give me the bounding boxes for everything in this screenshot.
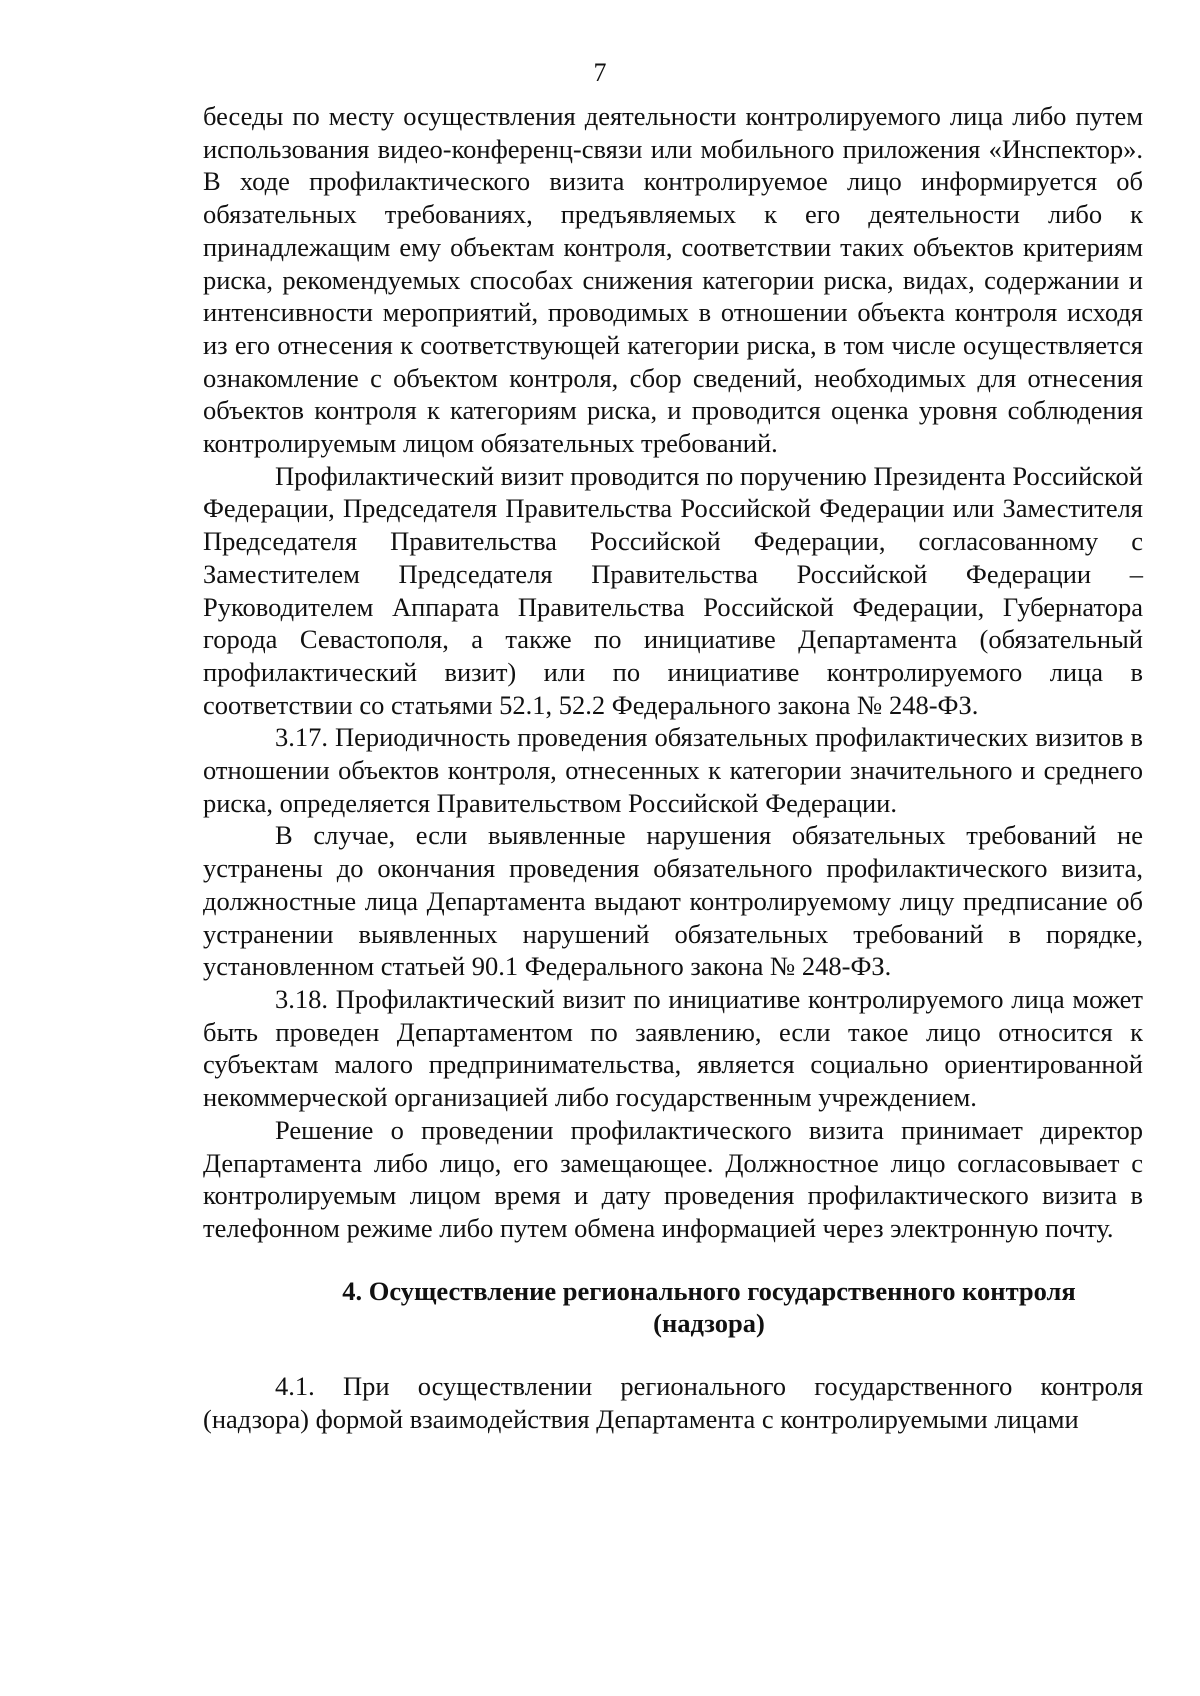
section-heading	[203, 1275, 1143, 1340]
heading-spacer	[203, 1340, 1143, 1370]
paragraph-visit-description: беседы по месту осуществления деятельности контролируемого лица либо путем использования видео-конференц-связи или мобильного приложения «Инспектор». В ходе профилактического визита контролируемое лицо информируется об обязательных требованиях, предъявляемых к его деятельности либо к принадлежащим ему объектам контроля, соответствии таких объектов критериям риска, рекомендуемых способах снижения категории риска, видах, содержании и интенсивности мероприятий, проводимых в отношении объекта контроля исходя из его отнесения к соответствующей категории риска, в том числе осуществляется ознакомление с объектом контроля, сбор сведений, необходимых для отнесения объектов контроля к категориям риска, и проводится оценка уровня соблюдения контролируемым лицом обязательных требований.	[203, 101, 1143, 459]
paragraph-3-18: 3.18. Профилактический визит по инициативе контролируемого лица может быть проведен Департаментом по заявлению, если такое лицо относится к субъектам малого предпринимательства, является социально ориентированной некоммерческой организацией либо государственным учреждением.	[203, 983, 1143, 1113]
paragraph-visit-grounds: Профилактический визит проводится по поручению Президента Российской Федерации, Председателя Правительства Российской Федерации или Заместителя Председателя Правительства Российской Федерации, согласованному с Заместителем Председателя Правительства Российской Федерации – Руководителем Аппарата Правительства Российской Федерации, Губернатора города Севастополя, а также по инициативе Департамента (обязательный профилактический визит) или по инициативе контролируемого лица в соответствии со статьями 52.1, 52.2 Федерального закона № 248-ФЗ.	[203, 460, 1143, 720]
section-heading-line-2: (надзора)	[653, 1308, 765, 1339]
paragraph-3-17: 3.17. Периодичность проведения обязательных профилактических визитов в отношении объектов контроля, отнесенных к категории значительного и среднего риска, определяется Правительством Российской Федерации.	[203, 722, 1143, 818]
section-heading-line-1: 4. Осуществление регионального государственного контроля	[342, 1275, 1076, 1306]
document-body	[203, 100, 1143, 1435]
page-number: 7	[593, 58, 607, 87]
paragraph-decision: Решение о проведении профилактического визита принимает директор Департамента либо лицо, его замещающее. Должностное лицо согласовывает с контролируемым лицом время и дату проведения профилактического визита в телефонном режиме либо путем обмена информацией через электронную почту.	[203, 1114, 1143, 1243]
paragraph-violations: В случае, если выявленные нарушения обязательных требований не устранены до окончания проведения обязательного профилактического визита, должностные лица Департамента выдают контролируемому лицу предписание об устранении выявленных нарушений обязательных требований в порядке, установленном статьей 90.1 Федерального закона № 248-ФЗ.	[203, 820, 1143, 982]
paragraph-4-1: 4.1. При осуществлении регионального государственного контроля (надзора) формой взаимодействия Департамента с контролируемыми лицами	[203, 1371, 1143, 1434]
